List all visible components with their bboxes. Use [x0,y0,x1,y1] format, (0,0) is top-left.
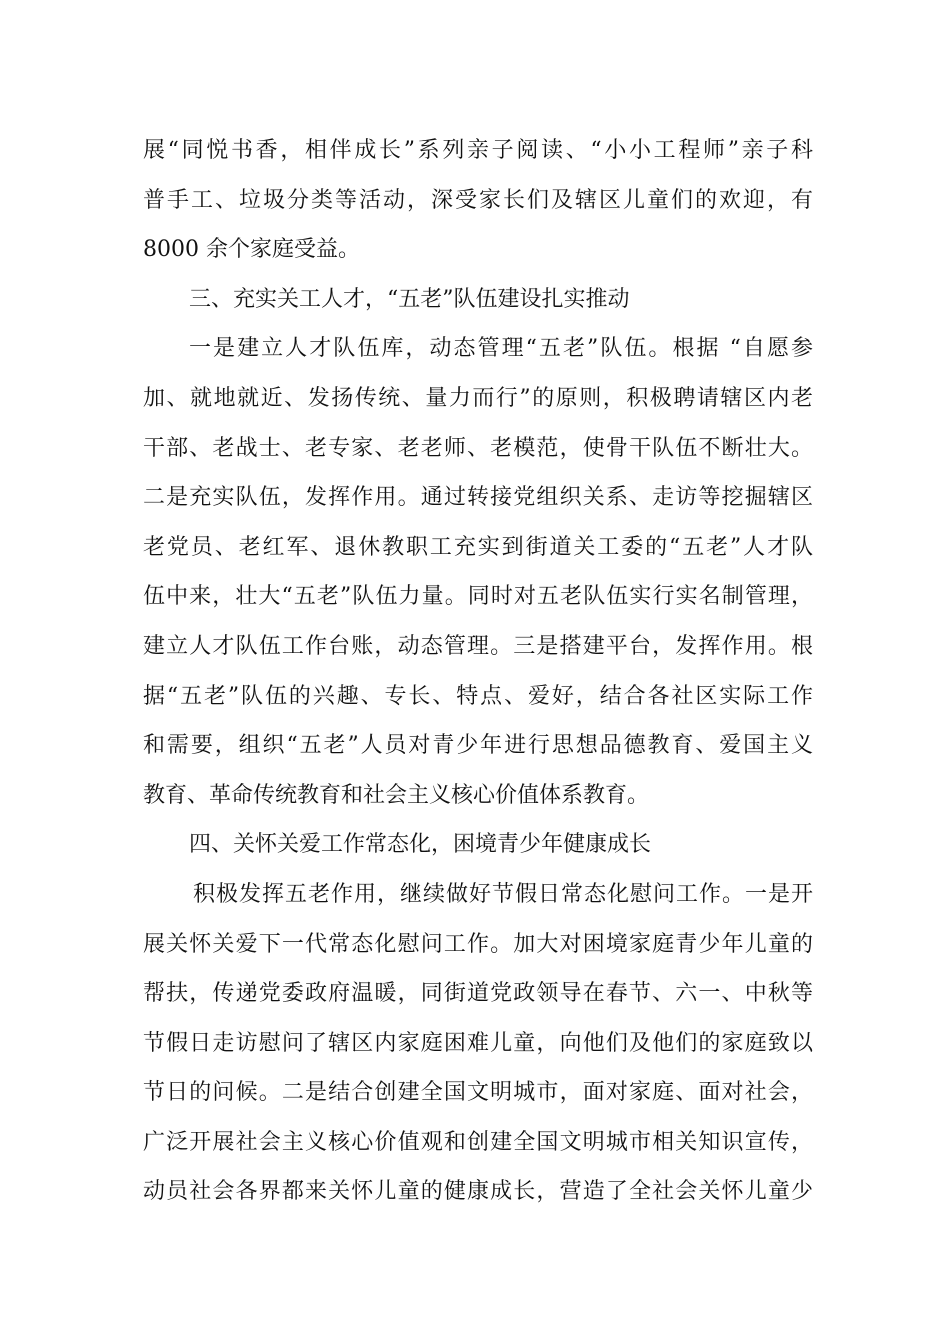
text-line: 干部、老战士、老专家、老老师、老模范，使骨干队伍不断壮大。 [143,435,813,461]
text-line: 节假日走访慰问了辖区内家庭困难儿童，向他们及他们的家庭致以 [143,1030,813,1056]
text-line: 教育、革命传统教育和社会主义核心价值体系教育。 [143,782,650,808]
text-line: 8000 余个家庭受益。 [143,237,360,263]
text-line: 普手工、垃圾分类等活动，深受家长们及辖区儿童们的欢迎，有 [143,187,813,213]
section-heading-4: 四、关怀关爱工作常态化，困境青少年健康成长 [189,832,652,858]
text-line: 建立人才队伍工作台账，动态管理。三是搭建平台，发挥作用。根 [143,633,813,659]
text-line: 广泛开展社会主义核心价值观和创建全国文明城市相关知识宣传， [143,1129,813,1155]
text-line: 积极发挥五老作用，继续做好节假日常态化慰问工作。一是开 [193,881,813,907]
text-line: 展关怀关爱下一代常态化慰问工作。加大对困境家庭青少年儿童的 [143,931,813,957]
text-line: 展“同悦书香，相伴成长”系列亲子阅读、“小小工程师”亲子科 [143,138,813,163]
text-line: 据“五老”队伍的兴趣、专长、特点、爱好，结合各社区实际工作 [143,683,813,709]
document-body [143,126,813,1217]
text-line: 动员社会各界都来关怀儿童的健康成长，营造了全社会关怀儿童少 [143,1179,813,1205]
text-line: 伍中来，壮大“五老”队伍力量。同时对五老队伍实行实名制管理， [143,584,813,610]
text-line: 加、就地就近、发扬传统、量力而行”的原则，积极聘请辖区内老 [143,385,813,411]
section-heading-3: 三、充实关工人才，“五老”队伍建设扎实推动 [189,286,630,312]
text-line: 帮扶，传递党委政府温暖，同街道党政领导在春节、六一、中秋等 [143,981,813,1007]
text-line: 节日的问候。二是结合创建全国文明城市，面对家庭、面对社会， [143,1080,813,1106]
text-line: 二是充实队伍，发挥作用。通过转接党组织关系、走访等挖掘辖区 [143,485,813,511]
text-line: 和需要，组织“五老”人员对青少年进行思想品德教育、爱国主义 [143,733,813,759]
text-line: 老党员、老红军、退休教职工充实到街道关工委的“五老”人才队 [143,534,813,560]
text-line: 一是建立人才队伍库，动态管理“五老”队伍。根据 “自愿参 [189,336,813,362]
